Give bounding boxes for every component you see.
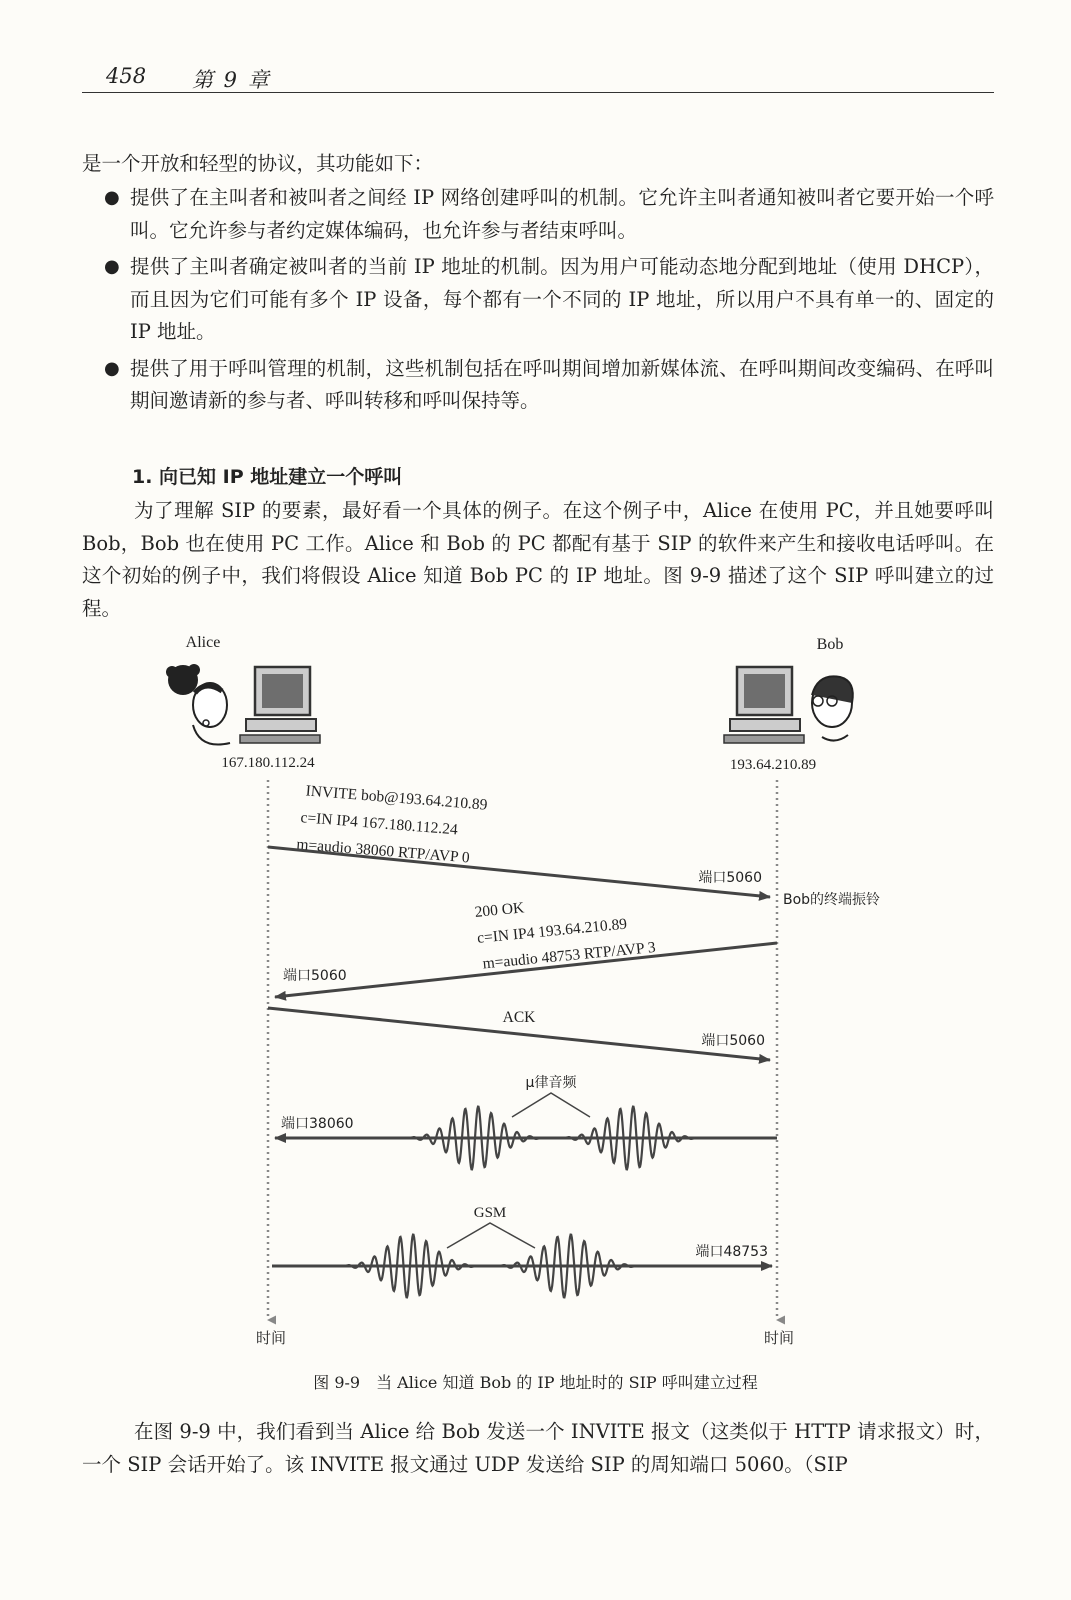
- mulaw-waveform-1: [410, 1107, 540, 1170]
- svg-text:m=audio 48753 RTP/AVP 3: m=audio 48753 RTP/AVP 3: [481, 938, 657, 973]
- page-number: 458: [106, 64, 147, 88]
- body-paragraph: 为了理解 SIP 的要素，最好看一个具体的例子。在这个例子中，Alice 在使用 PC，并且她要呼叫 Bob，Bob 也在使用 PC 工作。Alice 和 Bob 的 PC 都配有基于 SIP 的软件来产生和接收电话呼叫。在这个初始的例子中，我们将假设 Alice 知道 Bob PC 的 IP 地址。图 9-9 描述了这个 SIP 呼叫建立的过程。: [82, 499, 994, 620]
- bullet-icon: ●: [104, 357, 120, 379]
- gsm-label: GSM: [473, 1205, 507, 1221]
- ack-label: ACK: [502, 1009, 536, 1026]
- alice-computer-icon: [240, 667, 320, 743]
- list-item: ● 提供了用于呼叫管理的机制，这些机制包括在呼叫期间增加新媒体流、在呼叫期间改变编码、在呼叫期间邀请新的参与者、呼叫转移和呼叫保持等。: [130, 353, 994, 418]
- bob-ip: 193.64.210.89: [729, 757, 817, 773]
- alice-figure-icon: [166, 664, 230, 745]
- bullet-icon: ●: [104, 256, 120, 277]
- gsm-waveform-1: [345, 1235, 475, 1298]
- ack-port-label: 端口5060: [701, 1033, 765, 1049]
- bullet-icon: ●: [104, 187, 120, 208]
- time-label-right: 时间: [763, 1329, 795, 1347]
- invite-message-text: [296, 782, 488, 867]
- gsm-label-connector: [447, 1223, 535, 1248]
- svg-text:c=IN IP4 167.180.112.24: c=IN IP4 167.180.112.24: [299, 809, 459, 839]
- chapter-title: 第 9 章: [192, 68, 271, 92]
- list-item: ● 提供了主叫者确定被叫者的当前 IP 地址的机制。因为用户可能动态地分配到地址（使用 DHCP），而且因为它们可能有多个 IP 设备，每个都有一个不同的 IP 地址，所以用户不具有单一的、固定的 IP 地址。: [130, 251, 994, 349]
- figure-caption: 图 9-9 当 Alice 知道 Bob 的 IP 地址时的 SIP 呼叫建立过程: [313, 1373, 758, 1392]
- svg-text:m=audio 38060 RTP/AVP 0: m=audio 38060 RTP/AVP 0: [295, 835, 471, 867]
- intro-text: 是一个开放和轻型的协议，其功能如下：: [82, 152, 434, 175]
- mulaw-label-connector: [512, 1093, 590, 1117]
- list-item: ● 提供了在主叫者和被叫者之间经 IP 网络创建呼叫的机制。它允许主叫者通知被叫者它要开始一个呼叫。它允许参与者约定媒体编码，也允许参与者结束呼叫。: [130, 182, 994, 247]
- gsm-port-label: 端口48753: [695, 1244, 768, 1260]
- mulaw-audio-label: μ律音频: [525, 1075, 577, 1091]
- bob-ringing-label: Bob的终端振铃: [783, 892, 881, 908]
- bob-name: Bob: [816, 636, 844, 653]
- invite-arrow: [268, 847, 770, 897]
- feature-list: [104, 182, 994, 422]
- bob-figure-icon: [812, 676, 853, 740]
- svg-text:c=IN IP4 193.64.210.89: c=IN IP4 193.64.210.89: [476, 915, 628, 947]
- bob-computer-icon: [724, 667, 804, 743]
- page-header: [82, 58, 994, 93]
- svg-text:INVITE bob@193.64.210.89: INVITE bob@193.64.210.89: [305, 782, 489, 814]
- svg-text:200 OK: 200 OK: [473, 899, 525, 921]
- section-heading: 1. 向已知 IP 地址建立一个呼叫: [132, 466, 403, 488]
- ok-port-label: 端口5060: [283, 968, 347, 984]
- alice-name: Alice: [185, 634, 221, 651]
- sip-call-diagram: [0, 625, 1071, 1365]
- alice-ip: 167.180.112.24: [221, 755, 315, 771]
- mulaw-port-label: 端口38060: [281, 1116, 354, 1132]
- body-paragraph: 在图 9-9 中，我们看到当 Alice 给 Bob 发送一个 INVITE 报文（这类似于 HTTP 请求报文）时，一个 SIP 会话开始了。该 INVITE 报文通过 UDP 发送给 SIP 的周知端口 5060。（SIP: [82, 1420, 994, 1476]
- time-label-left: 时间: [255, 1329, 287, 1347]
- mulaw-waveform-2: [565, 1107, 695, 1170]
- invite-port-label: 端口5060: [698, 870, 762, 886]
- gsm-waveform-2: [500, 1235, 635, 1298]
